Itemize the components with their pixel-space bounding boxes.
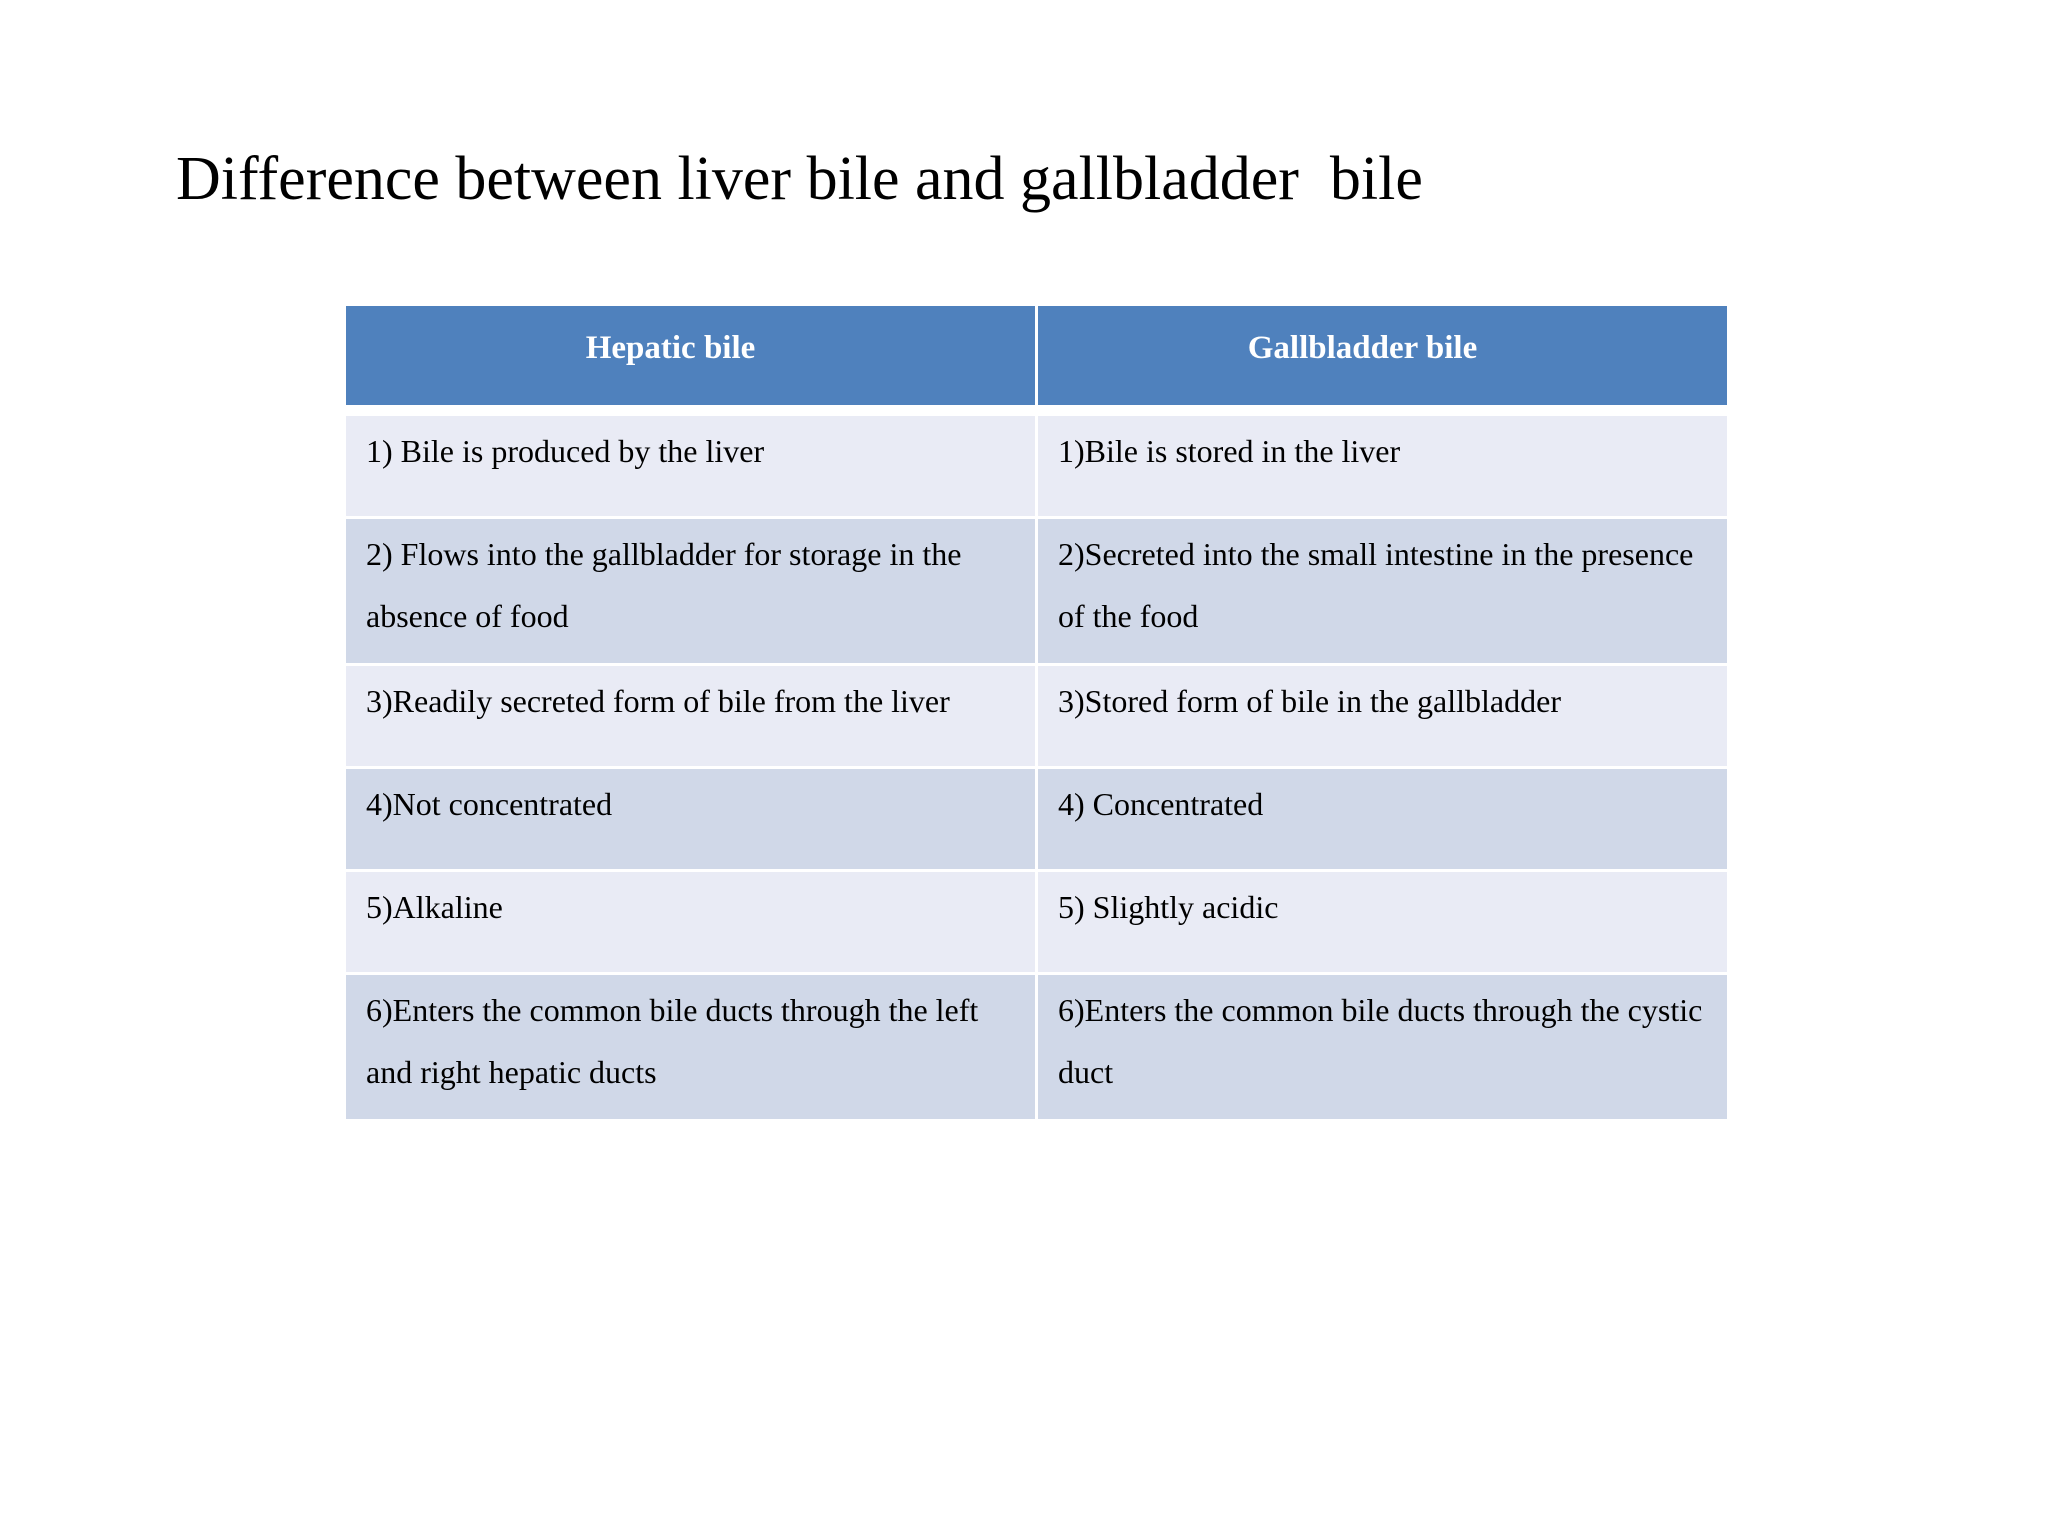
table-row: [346, 519, 1727, 663]
table-cell-hepatic: 6)Enters the common bile ducts through the left and right hepatic ducts: [346, 975, 1035, 1119]
table-cell-gallbladder: 4) Concentrated: [1038, 769, 1727, 869]
table-cell-hepatic: 5)Alkaline: [346, 872, 1035, 972]
gap-cell: [1038, 408, 1727, 413]
table-row: [346, 975, 1727, 1119]
table-cell-gallbladder: 6)Enters the common bile ducts through the cystic duct: [1038, 975, 1727, 1119]
table-cell-hepatic: 4)Not concentrated: [346, 769, 1035, 869]
slide-title: Difference between liver bile and gallbladder bile: [176, 145, 1423, 213]
header-gap: [346, 408, 1727, 413]
table-header-row: [346, 306, 1727, 405]
comparison-table: [343, 303, 1730, 1122]
table-cell-gallbladder: 3)Stored form of bile in the gallbladder: [1038, 666, 1727, 766]
table-cell-hepatic: 1) Bile is produced by the liver: [346, 416, 1035, 516]
table-cell-gallbladder: 1)Bile is stored in the liver: [1038, 416, 1727, 516]
table-cell-gallbladder: 2)Secreted into the small intestine in the presence of the food: [1038, 519, 1727, 663]
table-cell-hepatic: 3)Readily secreted form of bile from the liver: [346, 666, 1035, 766]
table-cell-hepatic: 2) Flows into the gallbladder for storage in the absence of food: [346, 519, 1035, 663]
table-row: [346, 416, 1727, 516]
gap-cell: [346, 408, 1035, 413]
table-cell-gallbladder: 5) Slightly acidic: [1038, 872, 1727, 972]
comparison-table-container: [346, 306, 1724, 1119]
table-row: [346, 769, 1727, 869]
header-hepatic-bile: Hepatic bile: [346, 306, 1035, 405]
table-row: [346, 666, 1727, 766]
table-row: [346, 872, 1727, 972]
header-gallbladder-bile: Gallbladder bile: [1038, 306, 1727, 405]
